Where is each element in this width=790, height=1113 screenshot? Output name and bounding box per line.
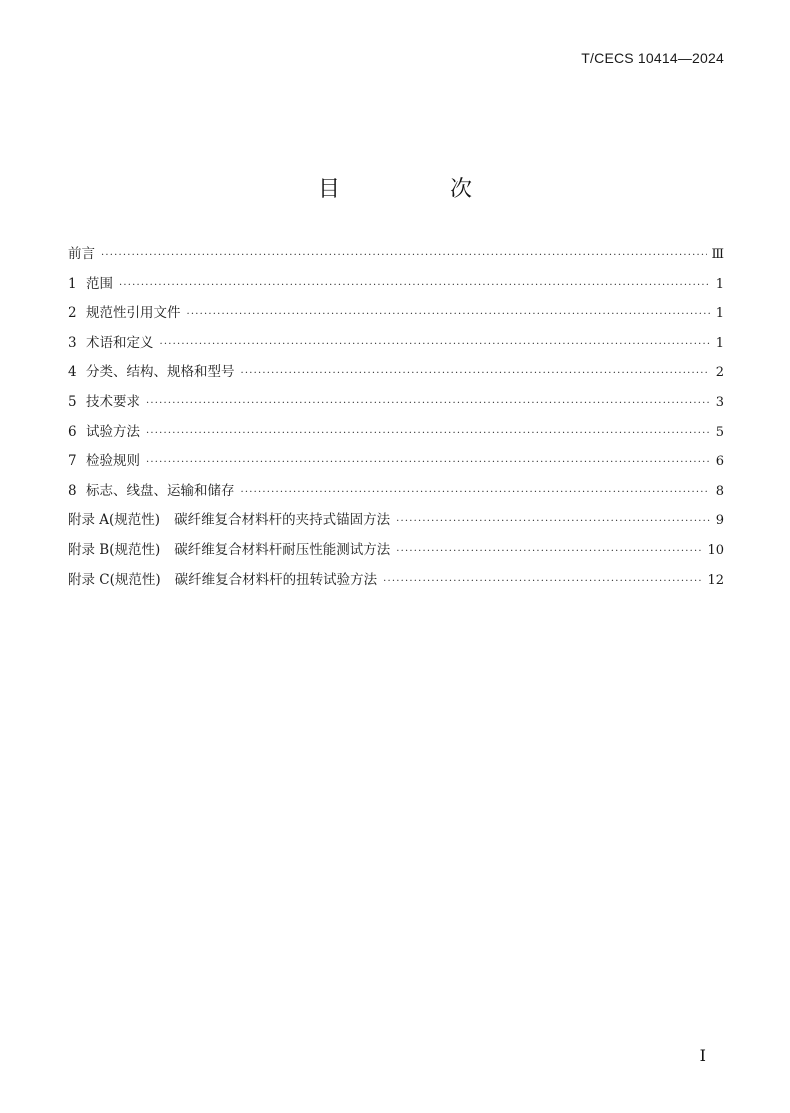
- toc-entry-page: 2: [715, 365, 724, 381]
- toc-leader-dots: [101, 241, 707, 271]
- toc-leader-dots: [146, 389, 710, 419]
- toc-entry-page: 10: [707, 542, 724, 558]
- toc-entry-label: 4 分类、结构、规格和型号: [68, 358, 241, 388]
- toc-leader-dots: [160, 330, 711, 360]
- toc-leader-dots: [187, 300, 711, 330]
- toc-entry-label: 附录 B(规范性) 碳纤维复合材料杆耐压性能测试方法: [68, 536, 396, 566]
- toc-entry-label: 附录 C(规范性) 碳纤维复合材料杆的扭转试验方法: [68, 566, 383, 596]
- toc-entry-technical-requirements[interactable]: [68, 388, 724, 418]
- toc-entry-page: 5: [715, 424, 724, 440]
- toc-entry-page: 3: [715, 394, 724, 410]
- page-number: I: [699, 1046, 706, 1065]
- toc-entry-normative-references[interactable]: [68, 299, 724, 329]
- toc-entry-appendix-c[interactable]: [68, 566, 724, 596]
- toc-entry-scope[interactable]: [68, 270, 724, 300]
- toc-entry-terms[interactable]: [68, 329, 724, 359]
- appendix-title: 碳纤维复合材料杆的夹持式锚固方法: [174, 512, 391, 529]
- toc-leader-dots: [241, 478, 711, 508]
- toc-entry-page: 1: [715, 276, 724, 292]
- toc-entry-label: 5 技术要求: [68, 388, 146, 418]
- toc-entry-page: 9: [715, 513, 724, 529]
- toc-entry-page: 8: [715, 483, 724, 499]
- toc-entry-page: 1: [715, 306, 724, 322]
- toc-entry-number: 3: [68, 334, 77, 351]
- toc-entry-page: Ⅲ: [711, 247, 724, 262]
- toc-entry-number: 2: [68, 305, 77, 322]
- toc-leader-dots: [396, 507, 710, 537]
- toc-entry-label: 6 试验方法: [68, 418, 146, 448]
- toc-entry-number: 5: [68, 393, 77, 410]
- toc-entry-label: 附录 A(规范性) 碳纤维复合材料杆的夹持式锚固方法: [68, 506, 396, 536]
- toc-leader-dots: [383, 567, 703, 597]
- toc-entry-page: 1: [715, 335, 724, 351]
- toc-entry-appendix-a[interactable]: [68, 506, 724, 536]
- toc-entry-label: 1 范围: [68, 270, 119, 300]
- toc-entry-label: 7 检验规则: [68, 447, 146, 477]
- toc-entry-label: 3 术语和定义: [68, 329, 160, 359]
- toc-entry-appendix-b[interactable]: [68, 536, 724, 566]
- toc-entry-page: 12: [707, 572, 724, 588]
- toc-entry-inspection-rules[interactable]: [68, 447, 724, 477]
- toc-leader-dots: [241, 359, 711, 389]
- standard-number: T/CECS 10414—2024: [581, 50, 724, 66]
- toc-entry-marking-storage[interactable]: [68, 477, 724, 507]
- toc-leader-dots: [146, 448, 710, 478]
- toc-entry-number: 7: [68, 453, 77, 470]
- appendix-title: 碳纤维复合材料杆耐压性能测试方法: [174, 541, 391, 558]
- toc-leader-dots: [119, 271, 710, 301]
- toc-entry-number: 8: [68, 482, 77, 499]
- toc-entry-page: 6: [715, 454, 724, 470]
- appendix-title: 碳纤维复合材料杆的扭转试验方法: [174, 571, 378, 588]
- toc-entry-number: 1: [68, 275, 77, 292]
- toc-leader-dots: [396, 537, 703, 567]
- toc-title: 目 次: [317, 177, 516, 202]
- toc-entry-foreword[interactable]: [68, 240, 724, 270]
- toc-entry-classification[interactable]: [68, 358, 724, 388]
- toc-entry-number: 4: [68, 364, 77, 381]
- table-of-contents: [68, 240, 724, 595]
- toc-entry-number: 6: [68, 423, 77, 440]
- toc-entry-label: 前言: [68, 246, 95, 262]
- toc-entry-test-methods[interactable]: [68, 418, 724, 448]
- toc-leader-dots: [146, 419, 710, 449]
- toc-entry-label: 8 标志、线盘、运输和储存: [68, 477, 241, 507]
- toc-entry-label: 2 规范性引用文件: [68, 299, 187, 329]
